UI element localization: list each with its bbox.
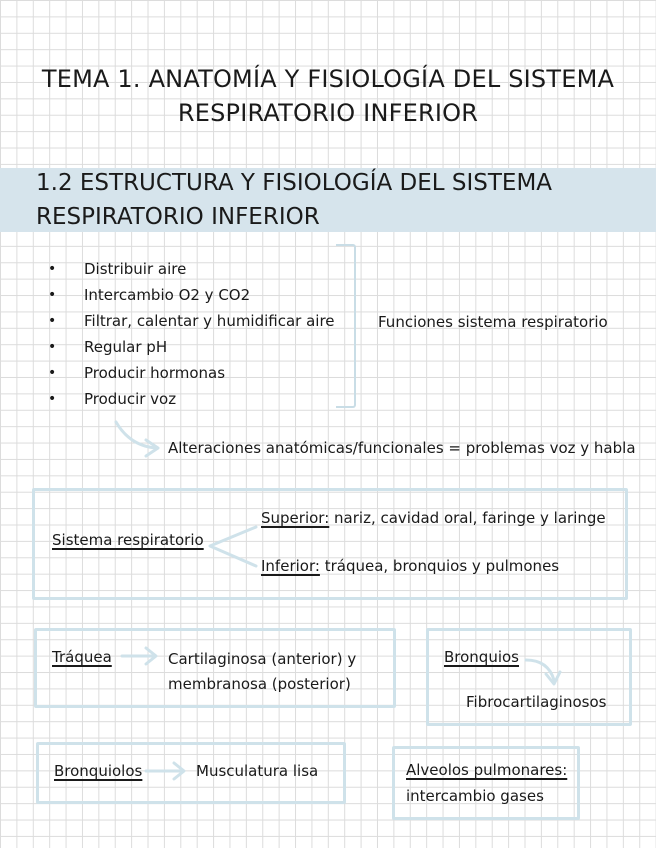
list-item: • Intercambio O2 y CO2	[48, 282, 335, 308]
traquea-text	[168, 647, 356, 697]
sistema-label: Sistema respiratorio	[52, 531, 204, 549]
title-line-2: RESPIRATORIO INFERIOR	[177, 99, 479, 127]
title-line-1: TEMA 1. ANATOMÍA Y FISIOLOGÍA DEL SISTEMA	[41, 65, 615, 93]
list-item: • Producir hormonas	[48, 360, 335, 386]
bronquiolos-text: Musculatura lisa	[196, 762, 319, 780]
traquea-label: Tráquea	[52, 648, 112, 666]
list-item: • Filtrar, calentar y humidificar aire	[48, 308, 335, 334]
alveolos-text: intercambio gases	[406, 787, 544, 805]
inferior-text: tráquea, bronquios y pulmones	[324, 557, 560, 575]
traquea-text-line-1: Cartilaginosa (anterior) y	[168, 650, 357, 668]
superior-text: nariz, cavidad oral, faringe y laringe	[334, 509, 606, 527]
inferior-row	[261, 554, 559, 578]
functions-label: Funciones sistema respiratorio	[378, 313, 608, 331]
traquea-text-line-2: membranosa (posterior)	[168, 675, 351, 693]
list-item: • Distribuir aire	[48, 256, 335, 282]
bronquiolos-label: Bronquiolos	[54, 762, 143, 780]
section-heading-line-1: 1.2 ESTRUCTURA Y FISIOLOGÍA DEL SISTEMA	[36, 170, 553, 196]
section-heading-line-2: RESPIRATORIO INFERIOR	[36, 204, 320, 230]
inferior-label: Inferior:	[261, 557, 320, 575]
alterations-note: Alteraciones anatómicas/funcionales = problemas voz y habla	[168, 439, 636, 457]
bronquios-label: Bronquios	[444, 648, 519, 666]
bronquios-text: Fibrocartilaginosos	[466, 693, 607, 711]
superior-row	[261, 506, 606, 530]
superior-label: Superior:	[261, 509, 330, 527]
alveolos-label: Alveolos pulmonares:	[406, 761, 568, 779]
list-item: • Regular pH	[48, 334, 335, 360]
list-item: • Producir voz	[48, 386, 335, 412]
